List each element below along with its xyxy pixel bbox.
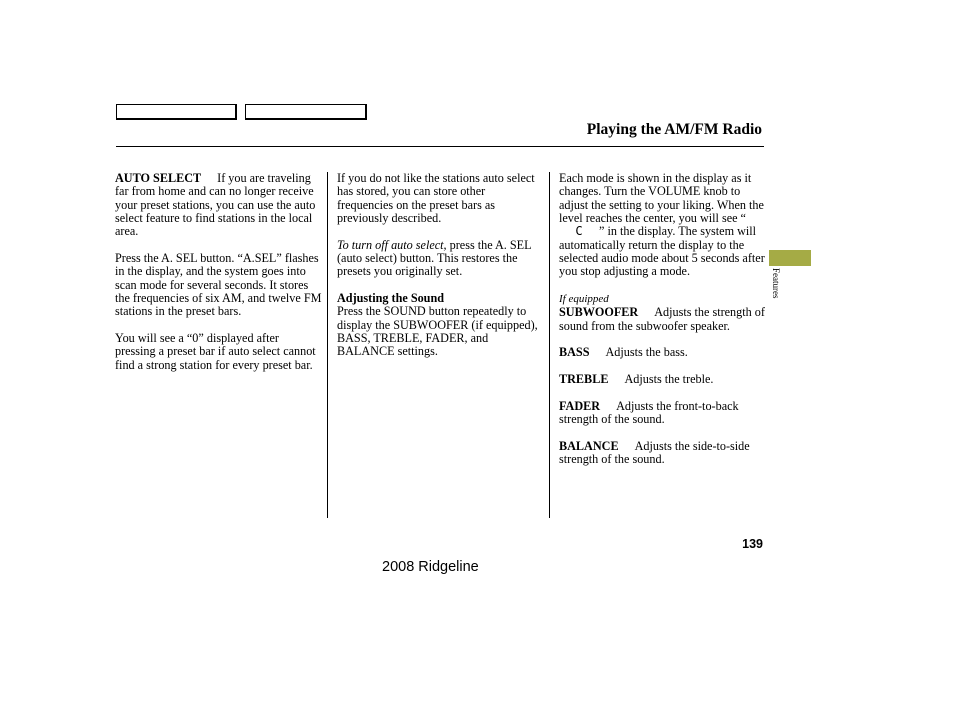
auto-select-text: If you are traveling far from home and can no longer receive your preset stations, you can use the auto select feature to find stations in the local area. <box>115 171 316 239</box>
nav-tab-index[interactable] <box>245 104 367 120</box>
paragraph: You will see a “0” displayed after pressing a preset bar if auto select cannot find a strong station for every preset bar. <box>115 331 316 372</box>
adjusting-sound-text: Press the SOUND button repeatedly to display the SUBWOOFER (if equipped), BASS, TREBLE, FADER, and BALANCE settings. <box>337 304 538 359</box>
paragraph: Press the A. SEL button. “A.SEL” flashes in the display, and the system goes into scan mode for several seconds. It stores the frequencies of six AM, and twelve FM stations in the preset bars. <box>115 251 322 319</box>
paragraph <box>559 346 765 359</box>
treble-text: Adjusts the treble. <box>624 372 714 387</box>
text-column-1 <box>115 172 322 386</box>
column-divider <box>549 172 550 518</box>
subwoofer-label: SUBWOOFER <box>559 305 639 320</box>
bass-label: BASS <box>559 345 590 360</box>
paragraph <box>337 239 543 279</box>
subwoofer-text: Adjusts the strength of sound from the subwoofer speaker. <box>559 305 765 333</box>
paragraph <box>559 400 765 427</box>
paragraph <box>559 292 765 333</box>
column-divider <box>327 172 328 518</box>
mode-text: Each mode is shown in the display as it changes. Turn the VOLUME knob to adjust the setting to your liking. When the level reaches the center, you will see “ <box>559 171 764 226</box>
section-tab[interactable] <box>769 250 811 266</box>
paragraph <box>337 292 543 359</box>
text-column-2 <box>337 172 543 372</box>
center-level-display-icon: C <box>575 224 583 239</box>
footer-model: 2008 Ridgeline <box>382 559 479 575</box>
bass-text: Adjusts the bass. <box>605 345 688 360</box>
text-column-3 <box>559 172 765 480</box>
turn-off-text: press the A. SEL (auto select) button. This restores the presets you originally set. <box>337 237 532 279</box>
title-rule <box>116 146 764 147</box>
paragraph: If you do not like the stations auto select has stored, you can store other frequencies on the preset bars as previously described. <box>337 171 535 226</box>
nav-tab-main-menu[interactable] <box>116 104 237 120</box>
section-tab-label: Features <box>771 268 781 299</box>
balance-label: BALANCE <box>559 438 619 453</box>
page-title: Playing the AM/FM Radio <box>586 121 762 138</box>
balance-text: Adjusts the side-to-side strength of the sound. <box>559 438 750 467</box>
if-equipped-note: If equipped <box>559 293 609 306</box>
turn-off-label: To turn off auto select, <box>337 237 447 252</box>
paragraph <box>559 172 765 279</box>
adjusting-sound-heading: Adjusting the Sound <box>337 291 445 306</box>
fader-label: FADER <box>559 398 601 413</box>
mode-text-cont: ” in the display. The system will automatically return the display to the selected audio mode about 5 seconds after you stop adjusting a mode. <box>559 224 765 279</box>
paragraph <box>115 172 322 239</box>
auto-select-heading: AUTO SELECT <box>115 171 202 185</box>
fader-text: Adjusts the front-to-back strength of the sound. <box>559 398 739 427</box>
paragraph <box>559 440 765 467</box>
page-number: 139 <box>742 537 763 551</box>
treble-label: TREBLE <box>559 372 609 387</box>
paragraph <box>559 373 765 386</box>
